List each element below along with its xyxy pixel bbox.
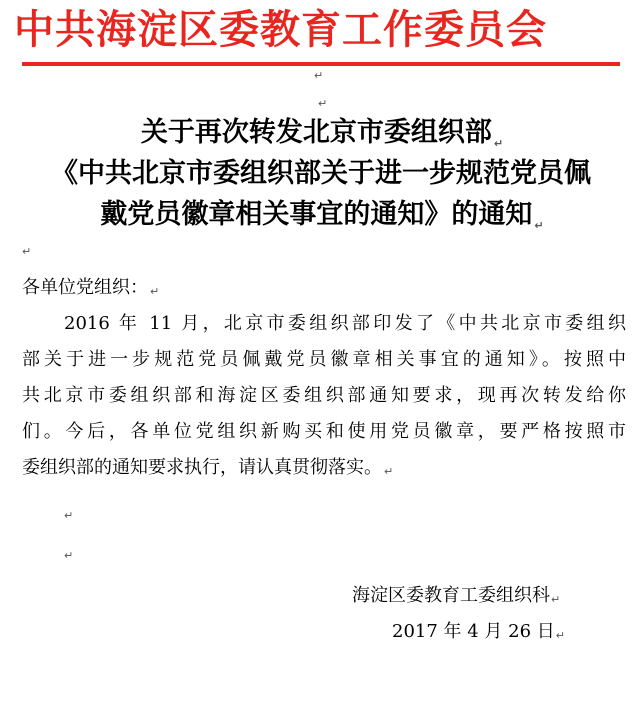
- paragraph-mark: ↵: [150, 285, 160, 298]
- paragraph-mark: ↵: [534, 219, 544, 232]
- signature-department: 海淀区委教育工委组织科↵: [352, 585, 561, 606]
- document-title-line-1: 关于再次转发北京市委组织部 $_↵$: [140, 117, 504, 150]
- salutation: 各单位党组织： ↵: [22, 277, 160, 298]
- document-title-line-3: 戴党员徽章相关事宜的通知》的通知 $_↵$: [100, 199, 544, 232]
- paragraph-mark: ↵: [555, 629, 565, 642]
- signature-date: 2017 年 4 月 26 日↵: [392, 621, 565, 642]
- paragraph-mark: ↵: [384, 465, 394, 478]
- document-title-line-2: 《中共北京市委组织部关于进一步规范党员佩: [51, 158, 591, 189]
- body-line: 委组织部的通知要求执行，请认真贯彻落实。 ↵: [22, 457, 394, 478]
- paragraph-mark: ↵: [314, 69, 324, 82]
- paragraph-mark: ↵: [64, 509, 74, 522]
- body-line: 们。今后，各单位党组织新购买和使用党员徽章，要严格按照市: [22, 421, 626, 442]
- body-line: 2016 年 11 月，北京市委组织部印发了《中共北京市委组织: [64, 313, 626, 334]
- red-rule-divider: [22, 62, 620, 66]
- paragraph-mark: ↵: [318, 97, 328, 110]
- paragraph-mark: ↵: [551, 593, 561, 606]
- masthead-title: 中共海淀区委教育工作委员会: [14, 6, 547, 53]
- body-line: 部关于进一步规范党员佩戴党员徽章相关事宜的通知》。按照中: [22, 349, 626, 370]
- paragraph-mark: ↵: [64, 549, 74, 562]
- paragraph-mark: ↵: [493, 137, 504, 150]
- paragraph-mark: ↵: [22, 245, 32, 258]
- body-line: 共北京市委组织部和海淀区委组织部通知要求，现再次转发给你: [22, 385, 626, 406]
- body-paragraph: [22, 306, 626, 486]
